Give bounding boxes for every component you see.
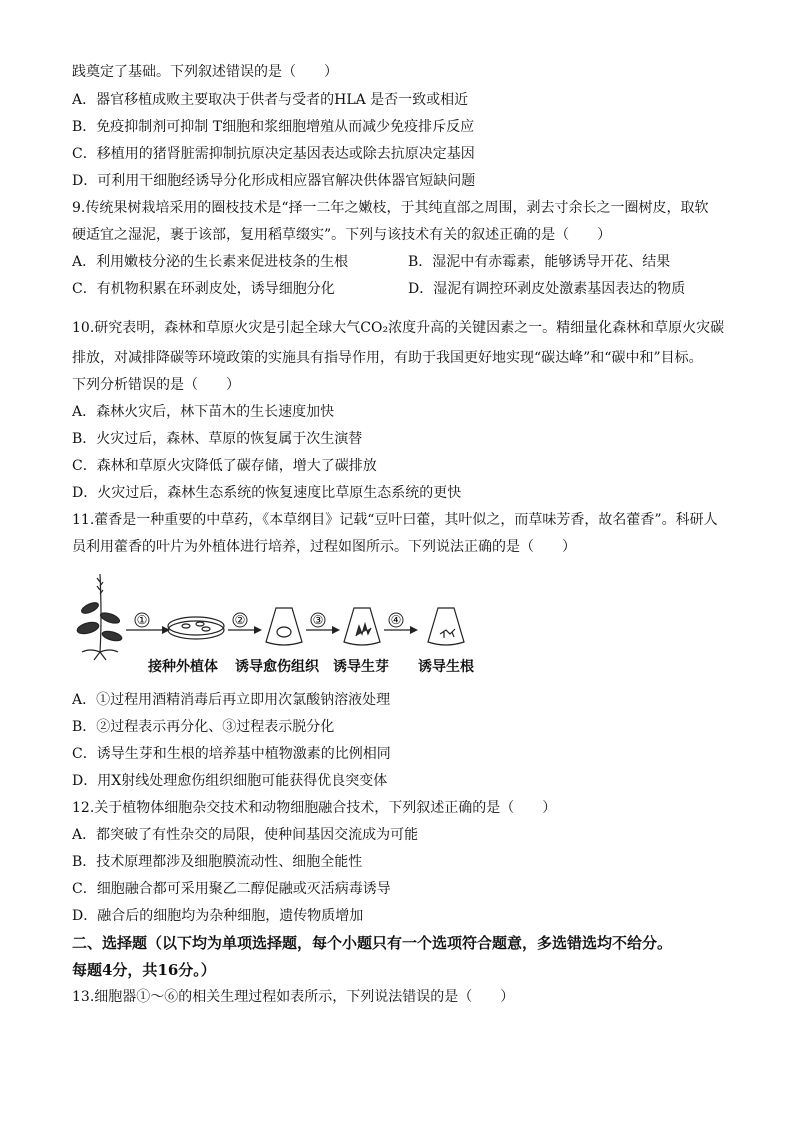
q11-option-b: B．②过程表示再分化、③过程表示脱分化: [72, 719, 335, 735]
q12-stem: 12.关于植物体细胞杂交技术和动物细胞融合技术，下列叙述正确的是（ ）: [72, 800, 557, 816]
flask-shoot: [344, 608, 380, 645]
q8-option-b: B．免疫抑制剂可抑制 T细胞和浆细胞增殖从而减少免疫排斥反应: [72, 119, 475, 135]
q8-option-c: C．移植用的猪肾脏需抑制抗原决定基因表达或除去抗原决定基因: [72, 146, 475, 162]
q11-option-a: A．①过程用酒精消毒后再立即用次氯酸钠溶液处理: [72, 692, 391, 708]
flask-root: [428, 608, 464, 645]
q12-option-c: C．细胞融合都可采用聚乙二醇促融或灭活病毒诱导: [72, 881, 391, 897]
q9-stem-line1: 9.传统果树栽培采用的圈枝技术是“择一二年之嫩枝，于其纯直部之周围，剥去寸余长之一圈树皮，取软: [72, 200, 709, 216]
caption-callus: 诱导愈伤组织: [235, 659, 319, 675]
tissue-culture-figure: [70, 568, 490, 680]
q12-option-b: B．技术原理都涉及细胞膜流动性、细胞全能性: [72, 854, 363, 870]
q9-option-d: D．湿泥有调控环剥皮处激素基因表达的物质: [408, 281, 686, 297]
q11-option-d: D．用X射线处理愈伤组织细胞可能获得优良突变体: [72, 773, 388, 789]
q10-option-c: C．森林和草原火灾降低了碳存储，增大了碳排放: [72, 458, 377, 474]
q12-option-d: D．融合后的细胞均为杂种细胞，遗传物质增加: [72, 908, 364, 924]
step-label-2: ②: [234, 613, 246, 627]
q12-option-a: A．都突破了有性杂交的局限，使种间基因交流成为可能: [72, 827, 419, 843]
q8-option-a: A．器官移植成败主要取决于供者与受者的HLA 是否一致或相近: [72, 92, 469, 108]
q10-stem-line1: 10.研究表明，森林和草原火灾是引起全球大气CO₂浓度升高的关键因素之一。精细量化森林和草原火灾碳: [72, 320, 725, 336]
arrow-step-1: [126, 613, 170, 634]
step-label-4: ④: [390, 613, 402, 627]
caption-root: 诱导生根: [418, 659, 474, 675]
q9-options-row2: [72, 279, 732, 299]
q10-stem-line3: 下列分析错误的是（ ）: [72, 377, 240, 393]
step-label-1: ①: [136, 613, 148, 627]
q9-stem-line2: 硬适宜之湿泥，裹于该部，复用稻草缀实”。下列与该技术有关的叙述正确的是（ ）: [72, 227, 612, 243]
q8-option-d: D．可利用干细胞经诱导分化形成相应器官解决供体器官短缺问题: [72, 173, 476, 189]
step-label-3: ③: [312, 613, 324, 627]
q9-option-a: A．利用嫩枝分泌的生长素来促进枝条的生根: [72, 254, 349, 270]
q10-option-a: A．森林火灾后，林下苗木的生长速度加快: [72, 404, 335, 420]
section-2-heading-line2: 每题4分，共16分。）: [72, 961, 216, 979]
petri-dish: [168, 617, 224, 639]
q9-option-b: B．湿泥中有赤霉素，能够诱导开花、结果: [408, 254, 671, 270]
q13-stem: 13.细胞器①～⑥的相关生理过程如表所示，下列说法错误的是（ ）: [72, 989, 515, 1005]
q10-stem-line2: 排放，对减排降碳等环境政策的实施具有指导作用，有助于我国更好地实现“碳达峰”和“碳中和”目标。: [72, 350, 703, 366]
flask-callus: [266, 608, 302, 645]
q11-stem-line1: 11.藿香是一种重要的中草药，《本草纲目》记载“豆叶曰藿，其叶似之，而草味芳香，故名藿香”。科研人: [72, 512, 718, 528]
section-2-heading-line1: 二、选择题（以下均为单项选择题，每个小题只有一个选项符合题意，多选错选均不给分。: [72, 934, 673, 952]
q10-option-d: D．火灾过后，森林生态系统的恢复速度比草原生态系统的更快: [72, 485, 462, 501]
q11-stem-line2: 员利用藿香的叶片为外植体进行培养，过程如图所示。下列说法正确的是（ ）: [72, 539, 576, 555]
q10-option-b: B．火灾过后，森林、草原的恢复属于次生演替: [72, 431, 363, 447]
q11-option-c: C．诱导生芽和生根的培养基中植物激素的比例相同: [72, 746, 391, 762]
caption-inoculate: 接种外植体: [148, 659, 218, 675]
q9-option-c: C．有机物积累在环剥皮处，诱导细胞分化: [72, 281, 335, 297]
plant-illustration: [76, 574, 123, 660]
q8-stem-end: 践奠定了基础。下列叙述错误的是（ ）: [72, 64, 338, 80]
caption-shoot: 诱导生芽: [333, 659, 389, 675]
q9-options-row1: [72, 252, 732, 272]
